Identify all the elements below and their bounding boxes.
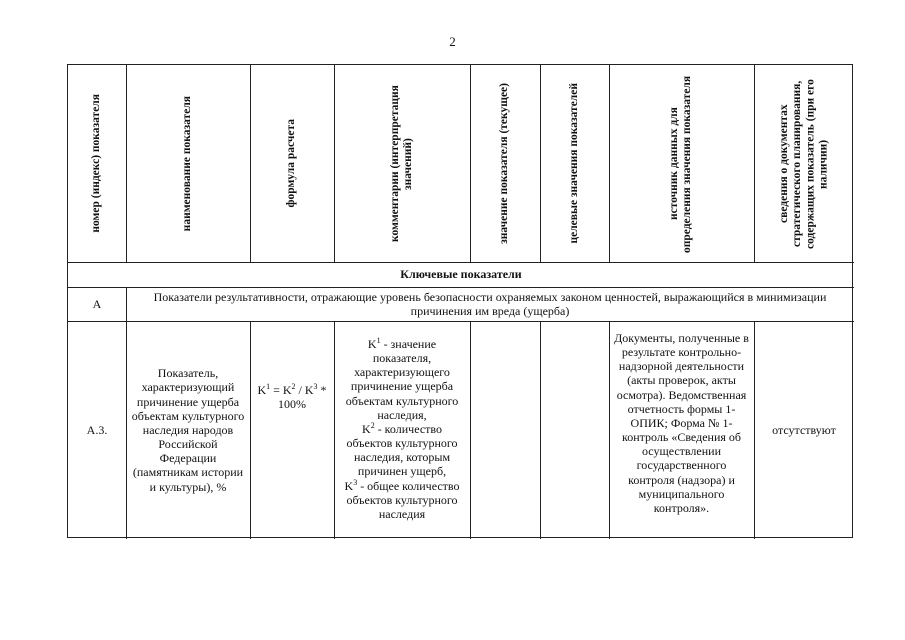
header-target-values bbox=[540, 65, 609, 262]
row-index: А.3. bbox=[86, 422, 108, 437]
header-source-text: источник данных для определения значения показателя bbox=[668, 74, 694, 253]
target-values bbox=[540, 321, 609, 539]
header-name-text: наименование показателя bbox=[181, 95, 194, 232]
formula bbox=[252, 321, 332, 539]
header-source bbox=[609, 65, 754, 262]
page-number: 2 bbox=[449, 34, 456, 49]
comment-text: $K^1$ - значение показателя, характеризующего причинение ущерба объектам культурного наследия, $K^2$ - количество объектов культурного наследия, которым причинен ущерб, $K^3$ - общее количество объектов культурного наследия bbox=[344, 336, 460, 521]
header-current-value bbox=[470, 65, 540, 262]
column-divider bbox=[250, 321, 251, 539]
header-strategic-docs bbox=[754, 65, 854, 262]
header-comments bbox=[334, 65, 470, 262]
header-formula-text: формула расчета bbox=[285, 119, 298, 208]
header-target-values-text: целевые значения показателей bbox=[567, 83, 580, 244]
header-strategic-docs-text: сведения о документах стратегического планирования, содержащих показатель (при его наличии) bbox=[777, 78, 830, 249]
header-formula bbox=[250, 65, 334, 262]
column-divider bbox=[334, 321, 335, 539]
strategic-docs: отсутствуют bbox=[772, 422, 836, 437]
header-comments-text: комментарии (интерпретация значений) bbox=[388, 85, 414, 242]
comment bbox=[338, 321, 466, 539]
formula-text: $K^1 = K^2 / K^3 * 100\%$ bbox=[257, 382, 327, 412]
group-index: А bbox=[92, 296, 102, 311]
column-divider bbox=[609, 321, 610, 539]
header-index bbox=[68, 65, 126, 262]
header-name bbox=[126, 65, 250, 262]
header-current-value-text: значение показателя (текущее) bbox=[498, 83, 511, 244]
indicator-name: Показатель, характеризующий причинение ущерба объектам культурного наследия народов Российской Федерации (памятникам истории и культуры), % bbox=[131, 366, 245, 494]
column-divider bbox=[126, 287, 127, 539]
section-title: Ключевые показатели bbox=[400, 267, 522, 282]
header-index-text: номер (индекс) показателя bbox=[90, 94, 103, 233]
data-source: Документы, полученные в результате контрольно-надзорной деятельности (акты проверок, акты осмотра). Ведомственная отчетность формы 1-ОПИК; Форма № 1-контроль «Сведения об осуществлении государственного контроля (надзора) и муниципального контроля». bbox=[614, 331, 749, 515]
current-value bbox=[470, 321, 540, 539]
group-description: Показатели результативности, отражающие уровень безопасности охраняемых законом ценностей, выражающийся в минимизации причинения им вреда (ущерба) bbox=[153, 289, 827, 318]
indicators-table bbox=[67, 64, 853, 538]
